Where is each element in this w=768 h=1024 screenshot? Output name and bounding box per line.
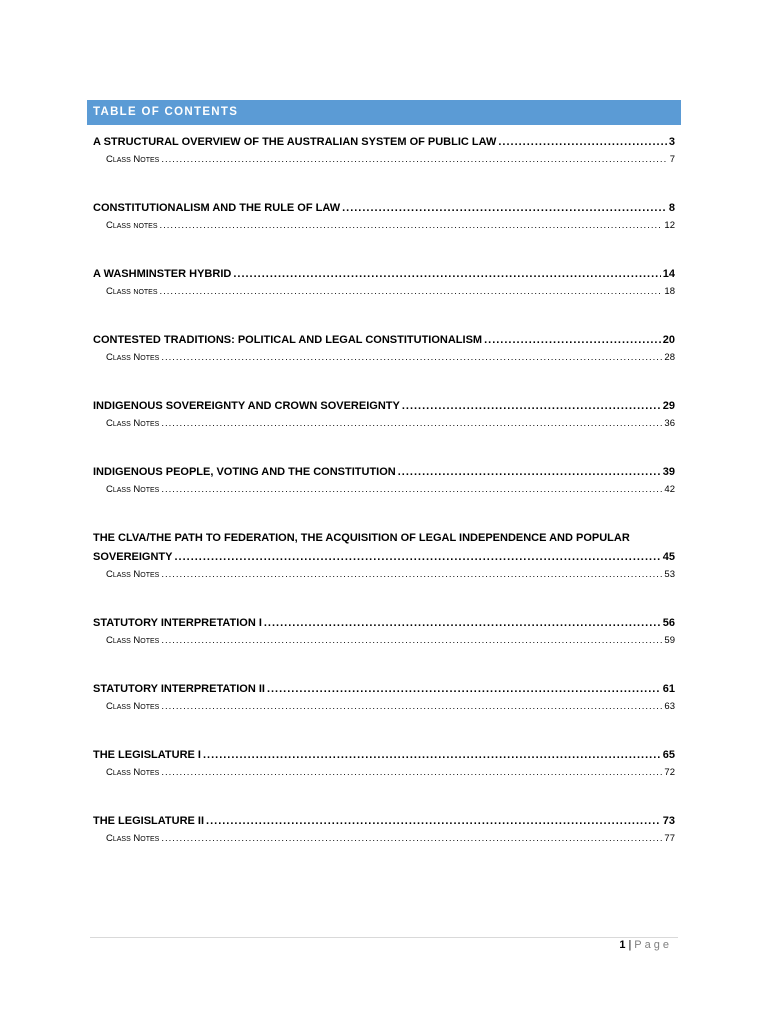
dot-leader	[233, 265, 660, 284]
dot-leader	[161, 416, 662, 431]
table-of-contents	[93, 127, 675, 878]
footer-rule	[90, 937, 678, 938]
toc-entry	[93, 614, 675, 648]
toc-subentry-page: 28	[664, 352, 675, 363]
toc-subentry-title: Class Notes	[106, 569, 160, 580]
toc-entry-page: 61	[662, 683, 675, 695]
toc-subentry-page: 12	[664, 220, 675, 231]
toc-entry-page: 29	[662, 400, 675, 412]
dot-leader	[161, 699, 662, 714]
toc-entry	[93, 680, 675, 714]
toc-entry-page: 14	[662, 268, 675, 280]
toc-link-legislature-2[interactable]	[93, 812, 675, 831]
toc-entry-title: A STRUCTURAL OVERVIEW OF THE AUSTRALIAN SYSTEM OF PUBLIC LAW	[93, 136, 497, 148]
toc-entry-page: 3	[668, 136, 675, 148]
toc-subentry-page: 63	[664, 701, 675, 712]
toc-entry-page: 20	[662, 334, 675, 346]
toc-link-legislature-1[interactable]	[93, 746, 675, 765]
dot-leader	[161, 831, 662, 846]
toc-link-statutory-interpretation-2[interactable]	[93, 680, 675, 699]
toc-sublink-class-notes[interactable]	[93, 482, 675, 497]
toc-subentry-title: Class Notes	[106, 484, 160, 495]
toc-subentry-page: 7	[669, 154, 675, 165]
page-label: Page	[634, 939, 672, 951]
toc-entry-page: 45	[662, 551, 675, 563]
dot-leader	[402, 397, 661, 416]
toc-sublink-class-notes[interactable]	[93, 152, 675, 167]
toc-entry-title: INDIGENOUS SOVEREIGNTY AND CROWN SOVEREIGNTY	[93, 400, 400, 412]
dot-leader	[161, 152, 667, 167]
toc-link-indigenous-voting[interactable]	[93, 463, 675, 482]
toc-entry-page: 56	[662, 617, 675, 629]
dot-leader	[267, 680, 661, 699]
toc-entry-title: A WASHMINSTER HYBRID	[93, 268, 232, 280]
dot-leader	[161, 482, 662, 497]
dot-leader	[206, 812, 661, 831]
toc-sublink-class-notes[interactable]	[93, 218, 675, 233]
toc-entry-title: THE LEGISLATURE II	[93, 815, 205, 827]
toc-link-washminster[interactable]	[93, 265, 675, 284]
toc-entry-title: STATUTORY INTERPRETATION I	[93, 617, 262, 629]
toc-entry-title: SOVEREIGNTY	[93, 551, 173, 563]
toc-subentry-page: 36	[664, 418, 675, 429]
toc-entry	[93, 812, 675, 846]
dot-leader	[498, 133, 667, 152]
toc-sublink-class-notes[interactable]	[93, 350, 675, 365]
toc-subentry-title: Class Notes	[106, 701, 160, 712]
toc-subentry-title: Class Notes	[106, 833, 160, 844]
toc-sublink-class-notes[interactable]	[93, 831, 675, 846]
toc-subentry-title: Class notes	[106, 286, 158, 297]
page-number: 1	[619, 939, 626, 951]
dot-leader	[161, 765, 662, 780]
toc-entry-title: CONTESTED TRADITIONS: POLITICAL AND LEGAL CONSTITUTIONALISM	[93, 334, 483, 346]
toc-entry-title: THE LEGISLATURE I	[93, 749, 201, 761]
toc-entry	[93, 397, 675, 431]
dot-leader	[342, 199, 667, 218]
toc-link-constitutionalism[interactable]	[93, 199, 675, 218]
toc-sublink-class-notes[interactable]	[93, 416, 675, 431]
dot-leader	[203, 746, 661, 765]
toc-subentry-title: Class Notes	[106, 767, 160, 778]
toc-link-contested-traditions[interactable]	[93, 331, 675, 350]
toc-sublink-class-notes[interactable]	[93, 633, 675, 648]
toc-entry	[93, 463, 675, 497]
toc-subentry-page: 18	[664, 286, 675, 297]
toc-subentry-page: 53	[664, 569, 675, 580]
toc-heading-rule	[87, 124, 681, 125]
toc-entry	[93, 265, 675, 299]
toc-entry-title: STATUTORY INTERPRETATION II	[93, 683, 265, 695]
dot-leader	[174, 548, 660, 567]
toc-entry	[93, 133, 675, 167]
toc-entry-title: CONSTITUTIONALISM AND THE RULE OF LAW	[93, 202, 341, 214]
dot-leader	[161, 350, 662, 365]
toc-subentry-page: 59	[664, 635, 675, 646]
toc-link-structural-overview[interactable]	[93, 133, 675, 152]
toc-link-statutory-interpretation-1[interactable]	[93, 614, 675, 633]
toc-link-clva-federation[interactable]	[93, 548, 675, 567]
page-footer	[619, 939, 672, 951]
toc-entry-page: 73	[662, 815, 675, 827]
toc-entry	[93, 746, 675, 780]
footer-separator: |	[628, 939, 632, 951]
toc-subentry-title: Class notes	[106, 220, 158, 231]
toc-entry	[93, 331, 675, 365]
dot-leader	[264, 614, 661, 633]
toc-sublink-class-notes[interactable]	[93, 699, 675, 714]
dot-leader	[398, 463, 661, 482]
toc-entry-page: 65	[662, 749, 675, 761]
toc-link-indigenous-sovereignty[interactable]	[93, 397, 675, 416]
toc-subentry-page: 77	[664, 833, 675, 844]
dot-leader	[161, 567, 662, 582]
toc-sublink-class-notes[interactable]	[93, 765, 675, 780]
toc-subentry-title: Class Notes	[106, 635, 160, 646]
toc-entry	[93, 199, 675, 233]
toc-heading: TABLE OF CONTENTS	[87, 100, 681, 124]
toc-entry	[93, 529, 675, 582]
dot-leader	[160, 218, 663, 233]
toc-subentry-title: Class Notes	[106, 418, 160, 429]
dot-leader	[484, 331, 661, 350]
dot-leader	[160, 284, 663, 299]
toc-sublink-class-notes[interactable]	[93, 284, 675, 299]
toc-subentry-page: 72	[664, 767, 675, 778]
toc-subentry-title: Class Notes	[106, 154, 160, 165]
toc-entry-title: INDIGENOUS PEOPLE, VOTING AND THE CONSTITUTION	[93, 466, 396, 478]
toc-entry-title-line1[interactable]: THE CLVA/THE PATH TO FEDERATION, THE ACQUISITION OF LEGAL INDEPENDENCE AND POPULAR	[93, 532, 630, 544]
toc-sublink-class-notes[interactable]	[93, 567, 675, 582]
dot-leader	[161, 633, 662, 648]
toc-subentry-title: Class Notes	[106, 352, 160, 363]
toc-entry-page: 39	[662, 466, 675, 478]
toc-subentry-page: 42	[664, 484, 675, 495]
toc-entry-page: 8	[668, 202, 675, 214]
